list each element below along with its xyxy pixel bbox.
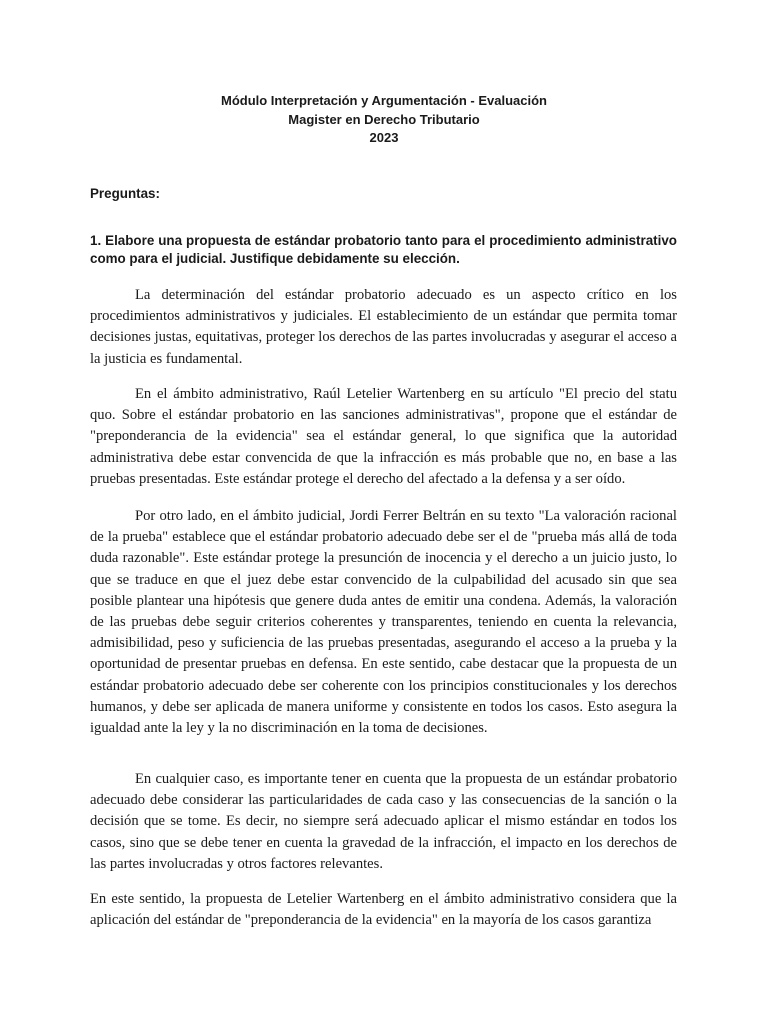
paragraph-5: En este sentido, la propuesta de Letelier Wartenberg en el ámbito administrativo considera que la aplicación del estándar de "preponderancia de la evidencia" en la mayoría de los casos garantiza xyxy=(90,891,677,929)
header-year: 2023 xyxy=(369,130,399,145)
question-1: 1. Elabore una propuesta de estándar probatorio tanto para el procedimiento administrativo como para el judicial. Justifique debidamente su elección. xyxy=(90,233,677,266)
paragraph-2: En el ámbito administrativo, Raúl Letelier Wartenberg en su artículo "El precio del statu quo. Sobre el estándar probatorio en las sanciones administrativas", propone que el estándar de "preponderancia de la evidencia" sea el estándar general, lo que significa que la autoridad administrativa debe estar convencida de que la infracción es más probable que no, en base a las pruebas presentadas. Este estándar protege el derecho del afectado a la defensa y a ser oído. xyxy=(90,386,677,487)
header-title: Módulo Interpretación y Argumentación - Evaluación xyxy=(220,93,547,108)
paragraph-1: La determinación del estándar probatorio adecuado es un aspecto crítico en los procedimientos administrativos y judiciales. El establecimiento de un estándar que permita tomar decisiones justas, equitativas, proteger los derechos de las partes involucradas y asegurar el acceso a la justicia es fundamental. xyxy=(90,287,677,367)
paragraph-4: En cualquier caso, es importante tener en cuenta que la propuesta de un estándar probatorio adecuado debe considerar las particularidades de cada caso y las consecuencias de la sanción o la decisión que se tome. Es decir, no siempre será adecuado aplicar el mismo estándar en todos los casos, sino que se debe tener en cuenta la gravedad de la infracción, el impacto en los derechos de las partes involucradas y otros factores relevantes. xyxy=(90,771,677,872)
header-program: Magister en Derecho Tributario xyxy=(288,111,480,127)
document-header xyxy=(90,92,678,148)
section-title: Preguntas: xyxy=(90,186,160,201)
paragraph-3: Por otro lado, en el ámbito judicial, Jordi Ferrer Beltrán en su texto "La valoración racional de la prueba" establece que el estándar probatorio adecuado debe ser el de "prueba más allá de toda duda razonable". Este estándar protege la presunción de inocencia y el derecho a un juicio justo, lo que se traduce en que el juez debe estar convencido de la culpabilidad del acusado sin que sea posible plantear una hipótesis que genere duda antes de emitir una condena. Además, la valoración de las pruebas debe seguir criterios coherentes y transparentes, teniendo en cuenta la relevancia, admisibilidad, peso y suficiencia de las pruebas presentadas, asegurando el acceso a la prueba y la oportunidad de presentar pruebas en defensa. En este sentido, cabe destacar que la propuesta de un estándar probatorio adecuado debe ser coherente con los principios constitucionales y los derechos humanos, y debe ser aplicada de manera uniforme y consistente en todos los casos. Esto asegura la igualdad ante la ley y la no discriminación en la toma de decisiones. xyxy=(90,508,677,737)
